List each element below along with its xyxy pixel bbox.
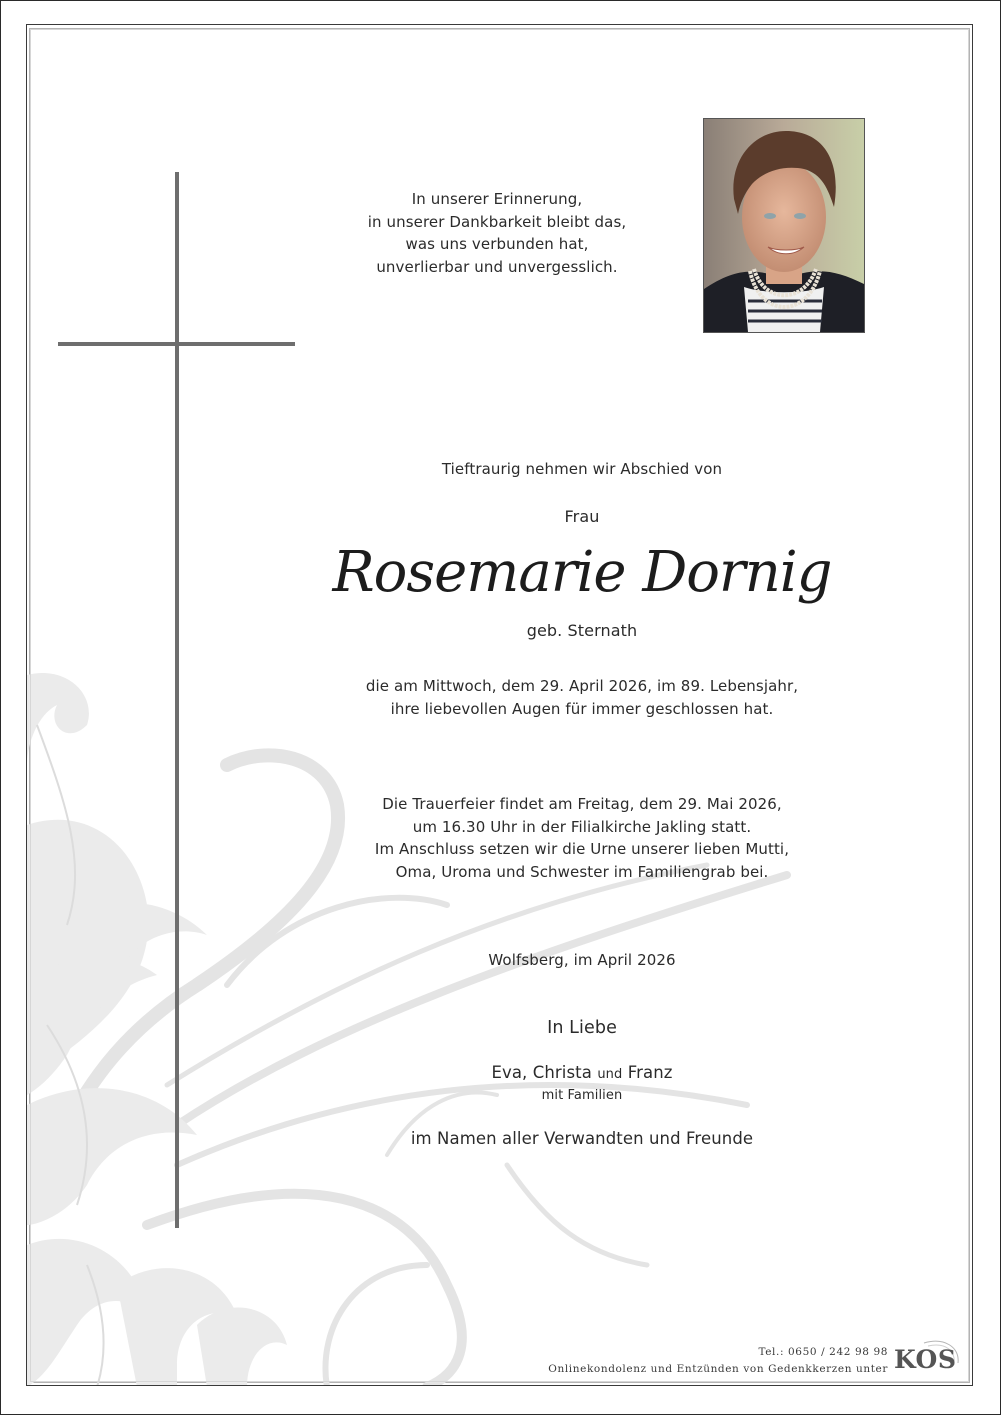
closing-phrase: In Liebe (547, 1018, 617, 1038)
kos-logo (894, 1339, 962, 1375)
death-notice (277, 675, 887, 720)
verse-line: unverlierbar und unvergesslich. (376, 257, 618, 276)
portrait-photo (703, 118, 865, 333)
verse-line: was uns verbunden hat, (405, 235, 589, 253)
death-line: ihre liebevollen Augen für immer geschlossen hat. (390, 699, 774, 718)
verse-line: in unserer Dankbarkeit bleibt das, (367, 212, 627, 231)
salutation: Frau (564, 507, 600, 526)
deceased-name: Rosemarie Dornig (332, 540, 832, 605)
verse-line: In unserer Erinnerung, (411, 190, 583, 208)
intro-text: Tieftraurig nehmen wir Abschied von (441, 460, 723, 478)
mourner-names-last: Franz (627, 1063, 673, 1082)
relatives-note: im Namen aller Verwandten und Freunde (410, 1129, 754, 1148)
portrait-image (704, 119, 864, 332)
place-date: Wolfsberg, im April 2026 (488, 951, 676, 969)
footer-info (548, 1344, 888, 1378)
logo-text: KOS (894, 1345, 957, 1374)
ceremony-line: Im Anschluss setzen wir die Urne unserer lieben Mutti, (374, 840, 790, 858)
ceremony-line: Die Trauerfeier findet am Freitag, dem 29. Mai 2026, (382, 795, 782, 813)
ceremony-line: Oma, Uroma und Schwester im Familiengrab bei. (395, 862, 769, 881)
families-note: mit Familien (541, 1088, 623, 1103)
ceremony-line: um 16.30 Uhr in der Filialkirche Jakling statt. (412, 817, 752, 836)
footer-phone: Tel.: 0650 / 242 98 98 (758, 1346, 888, 1358)
footer-condolence-text: Onlinekondolenz und Entzünden von Gedenkkerzen unter (548, 1363, 888, 1375)
birth-name: geb. Sternath (526, 621, 638, 640)
notice-card (26, 24, 973, 1386)
mourner-names (277, 1062, 887, 1086)
memorial-verse (297, 188, 697, 278)
mourner-conjunction: und (597, 1067, 623, 1082)
mourner-names-first: Eva, Christa (491, 1063, 592, 1082)
cross-horizontal-bar (58, 342, 295, 346)
cross-vertical-bar (175, 172, 179, 1228)
death-line: die am Mittwoch, dem 29. April 2026, im 89. Lebensjahr, (365, 677, 799, 695)
ceremony-details (277, 793, 887, 883)
